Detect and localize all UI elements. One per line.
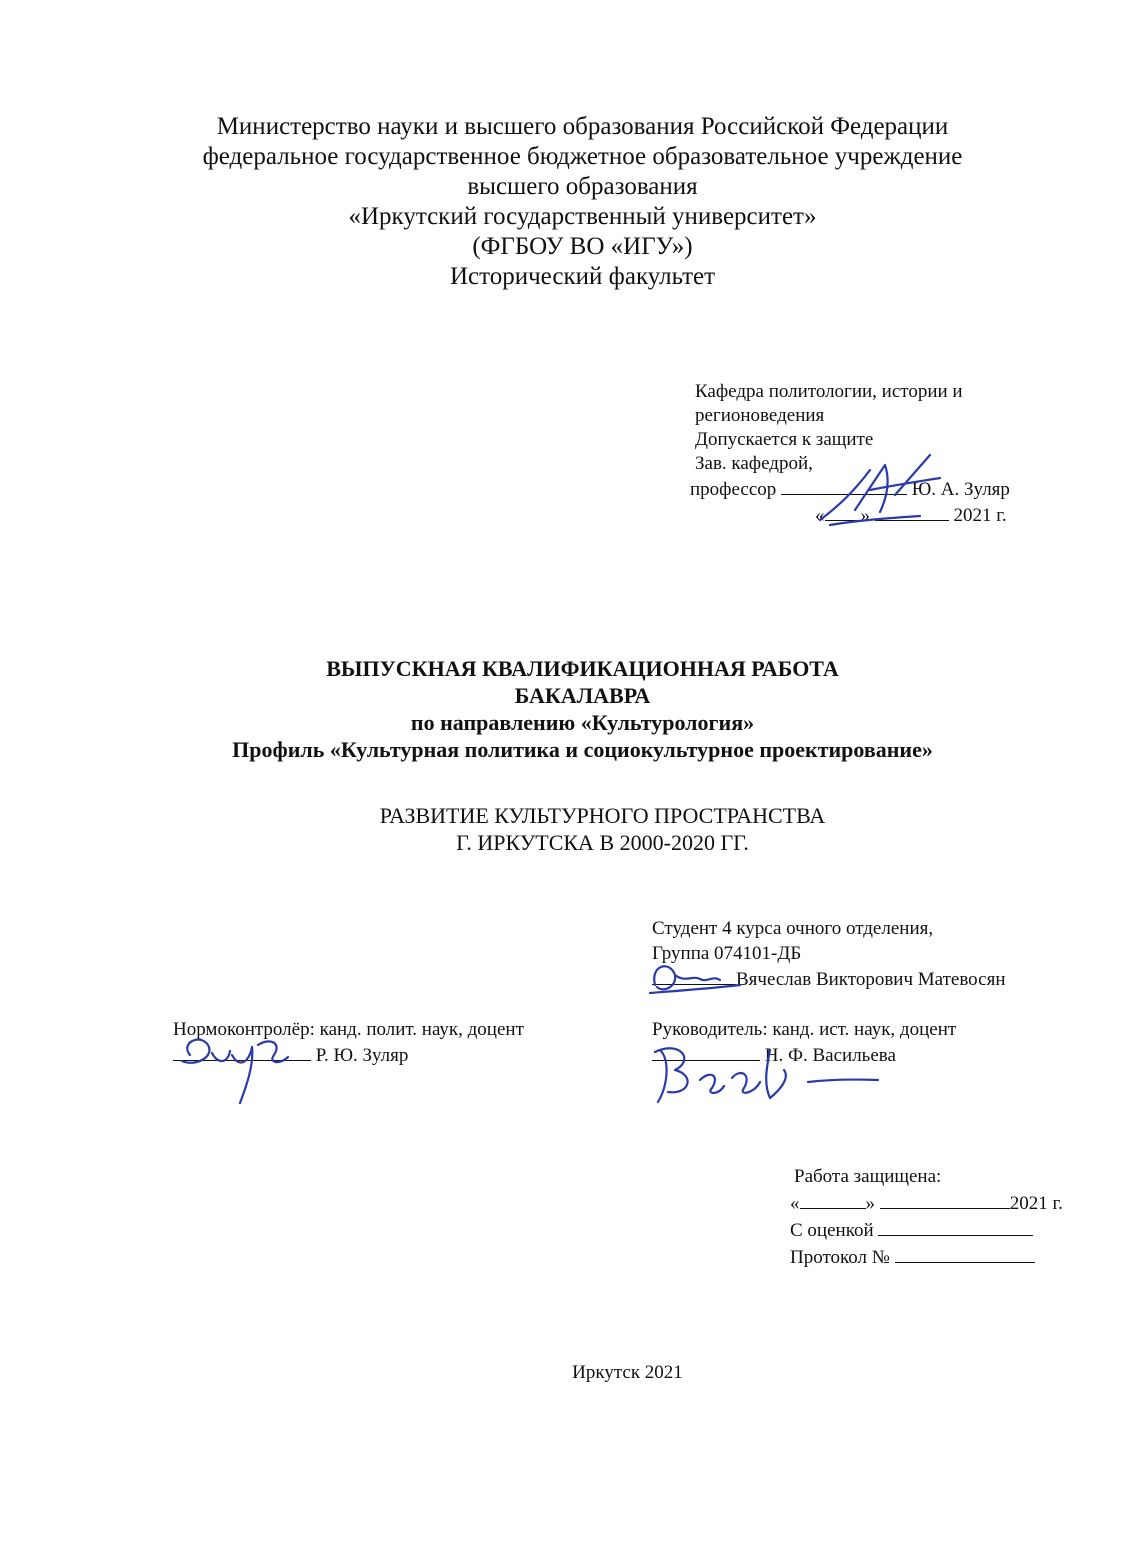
university-name-line: «Иркутский государственный университет»	[348, 203, 817, 230]
student-signature	[645, 955, 755, 1000]
approval-year: 2021 г.	[953, 505, 1007, 526]
defense-block	[790, 1164, 1063, 1271]
direction-line: по направлению «Культурология»	[410, 710, 755, 735]
head-name: Ю. А. Зуляр	[911, 479, 1010, 500]
profile-line: Профиль «Культурная политика и социокультурное проектирование»	[232, 737, 933, 762]
institution-header	[0, 112, 1125, 292]
normocontrol-name: Р. Ю. Зуляр	[315, 1045, 409, 1066]
head-line: Зав. кафедрой,	[695, 453, 813, 474]
grade-blank	[878, 1217, 1033, 1236]
supervisor-name: Н. Ф. Васильева	[764, 1045, 896, 1066]
normocontrol-label: Нормоконтролёр: канд. полит. наук, доцент	[173, 1019, 524, 1040]
defense-month-blank	[880, 1190, 1010, 1209]
supervisor-label: Руководитель: канд. ист. наук, доцент	[652, 1019, 957, 1040]
topic-line-1: РАЗВИТИЕ КУЛЬТУРНОГО ПРОСТРАНСТВА	[379, 803, 826, 828]
protocol-blank	[895, 1244, 1035, 1263]
faculty-line: Исторический факультет	[449, 263, 716, 290]
university-abbr-line: (ФГБОУ ВО «ИГУ»)	[472, 233, 693, 260]
institution-type-line: федеральное государственное бюджетное образовательное учреждение	[202, 143, 963, 170]
date-quote-open: «	[815, 505, 825, 526]
normocontrol-signature	[170, 1025, 310, 1105]
ministry-line: Министерство науки и высшего образования Российской Федерации	[216, 113, 949, 140]
city-year: Иркутск 2021	[572, 1362, 683, 1383]
education-level-line: высшего образования	[467, 173, 698, 200]
defense-quote-open: «	[790, 1193, 800, 1214]
admit-line: Допускается к защите	[695, 429, 874, 450]
grade-label: С оценкой	[790, 1220, 874, 1241]
date-quote-close: »	[860, 505, 870, 526]
supervisor-signature	[640, 1030, 880, 1110]
department-line-2: регионоведения	[695, 405, 825, 426]
degree-line: БАКАЛАВРА	[514, 683, 651, 708]
defense-date-line	[790, 1190, 1063, 1217]
work-title-block	[0, 655, 1125, 763]
head-signature	[800, 450, 960, 530]
student-group-line: Группа 074101-ДБ	[652, 943, 802, 964]
thesis-topic	[0, 802, 1125, 856]
protocol-label: Протокол №	[790, 1247, 890, 1268]
defense-day-blank	[800, 1190, 866, 1209]
defense-quote-close: »	[865, 1193, 875, 1214]
department-line-1: Кафедра политологии, истории и	[695, 381, 963, 402]
student-name: Вячеслав Викторович Матевосян	[736, 969, 1006, 990]
grade-line	[790, 1217, 1063, 1244]
defense-title: Работа защищена:	[794, 1166, 942, 1187]
defense-year: 2021 г.	[1009, 1193, 1063, 1214]
topic-line-2: Г. ИРКУТСКА В 2000-2020 ГГ.	[456, 830, 749, 855]
work-type-line: ВЫПУСКНАЯ КВАЛИФИКАЦИОННАЯ РАБОТА	[326, 656, 839, 681]
protocol-line	[790, 1244, 1063, 1271]
student-course-line: Студент 4 курса очного отделения,	[652, 918, 934, 939]
head-position: профессор	[690, 479, 777, 500]
